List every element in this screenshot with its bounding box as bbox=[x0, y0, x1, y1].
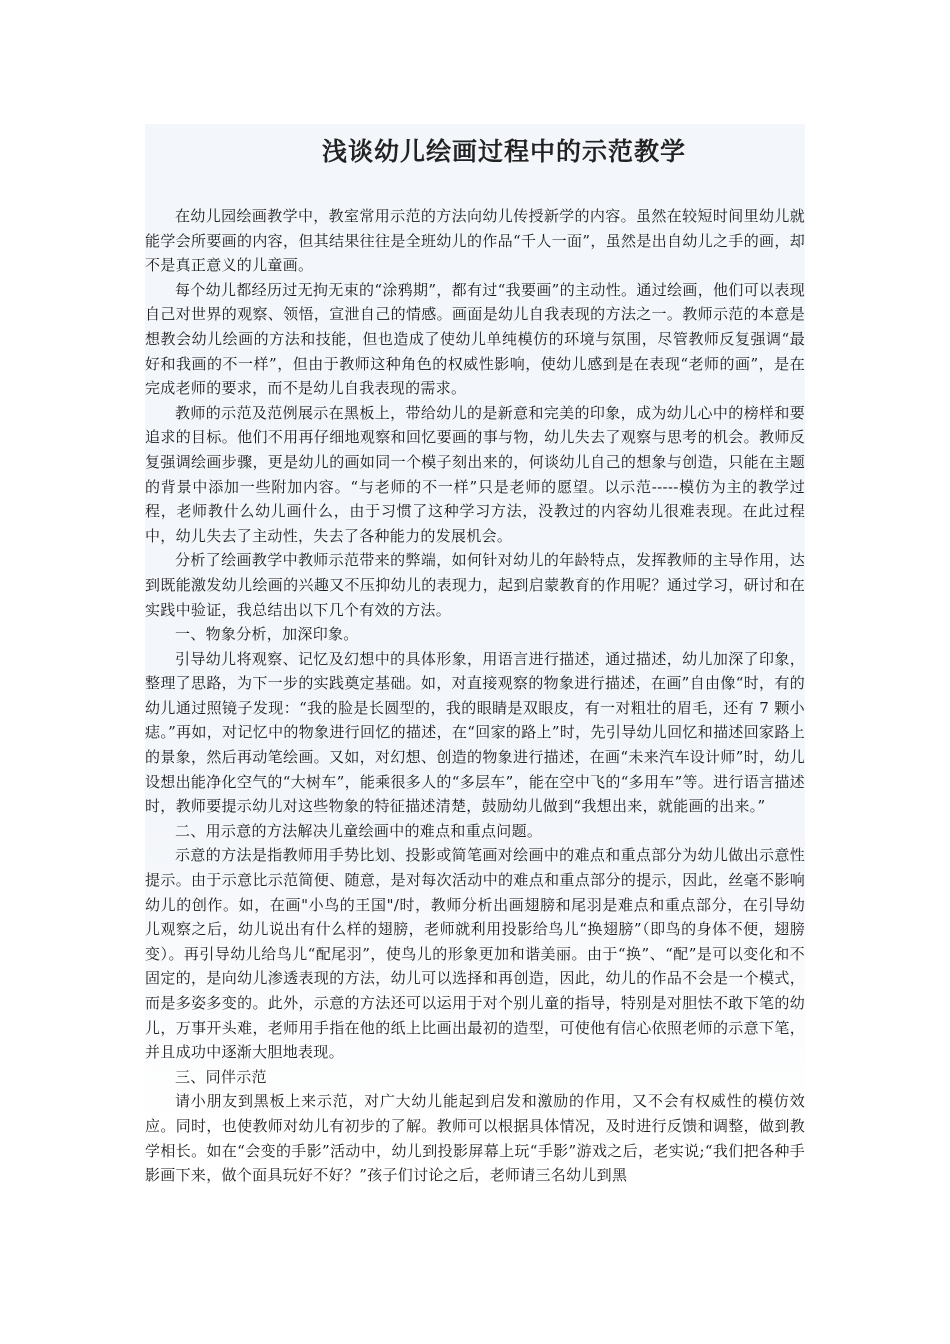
paragraph-7: 请小朋友到黑板上来示范，对广大幼儿能起到启发和激励的作用，又不会有权威性的模仿效应。同时，也使教师对幼儿有初步的了解。教师可以根据具体情况，及时进行反馈和调整，做到教学相长。如在“会变的手影”活动中，幼儿到投影屏幕上玩“手影”游戏之后，老实说;“我们把各种手影画下来，做个面具玩好不好？”孩子们讨论之后，老师请三名幼儿到黑 bbox=[145, 1092, 805, 1185]
document-body bbox=[145, 204, 805, 1188]
paragraph-5: 引导幼儿将观察、记忆及幻想中的具体形象，用语言进行描述，通过描述，幼儿加深了印象，整理了思路，为下一步的实践奠定基础。如，对直接观察的物象进行描述，在画”自由像“时，有的幼儿通过照镜子发现：“我的脸是长圆型的，我的眼睛是双眼皮，有一对粗壮的眉毛，还有 7 颗小痣。”再如，对记忆中的物象进行回忆的描述，在“回家的路上”时，先引导幼儿回忆和描述回家路上的景象，然后再动笔绘画。又如，对幻想、创造的物象进行描述，在画“未来汽车设计师”时，幼儿设想出能净化空气的“大树车”，能乘很多人的“多层车”，能在空中飞的“多用车”等。进行语言描述时，教师要提示幼儿对这些物象的特征描述清楚，鼓励幼儿做到“我想出来，就能画的出来。” bbox=[145, 649, 805, 816]
document-page bbox=[145, 124, 805, 1324]
paragraph-4: 分析了绘画教学中教师示范带来的弊端，如何针对幼儿的年龄特点，发挥教师的主导作用，达到既能激发幼儿绘画的兴趣又不压抑幼儿的表现力，起到启蒙教育的作用呢？通过学习，研讨和在实践中验证，我总结出以下几个有效的方法。 bbox=[145, 551, 805, 619]
paragraph-3: 教师的示范及范例展示在黑板上，带给幼儿的是新意和完美的印象，成为幼儿心中的榜样和要追求的目标。他们不用再仔细地观察和回忆要画的事与物，幼儿失去了观察与思考的机会。教师反复强调绘画步骤，更是幼儿的画如同一个模子刻出来的，何谈幼儿自己的想象与创造，只能在主题的背景中添加一些附加内容。“与老师的不一样”只是老师的愿望。以示范-----模仿为主的教学过程，老师教什么幼儿画什么，由于习惯了这种学习方法，没教过的内容幼儿很难表现。在此过程中，幼儿失去了主动性，失去了各种能力的发展机会。 bbox=[145, 403, 805, 545]
section-heading-3: 三、同伴示范 bbox=[175, 1067, 267, 1086]
section-heading-2: 二、用示意的方法解决儿童绘画中的难点和重点问题。 bbox=[175, 821, 543, 840]
document-title: 浅谈幼儿绘画过程中的示范教学 bbox=[321, 137, 686, 166]
section-heading-1: 一、物象分析，加深印象。 bbox=[175, 625, 359, 644]
paragraph-6: 示意的方法是指教师用手势比划、投影或简笔画对绘画中的难点和重点部分为幼儿做出示意性提示。由于示意比示范简便、随意，是对每次活动中的难点和重点部分的提示，因此，丝毫不影响幼儿的创作。如，在画"小鸟的王国"/时，教师分析出画翅膀和尾羽是难点和重点部分，在引导幼儿观察之后，幼儿说出有什么样的翅膀，老师就利用投影给鸟儿“换翅膀”（即鸟的身体不便，翅膀变）。再引导幼儿给鸟儿“配尾羽”，使鸟儿的形象更加和谐美丽。由于“换”、“配”是可以变化和不固定的，是向幼儿渗透表现的方法，幼儿可以选择和再创造，因此，幼儿的作品不会是一个模式，而是多姿多变的。此外，示意的方法还可以运用于对个别儿童的指导，特别是对胆怯不敢下笔的幼儿，万事开头难，老师用手指在他的纸上比画出最初的造型，可使他有信心依照老师的示意下笔，并且成功中逐渐大胆地表现。 bbox=[145, 846, 805, 1062]
paragraph-2: 每个幼儿都经历过无拘无束的“涂鸦期”，都有过“我要画”的主动性。通过绘画，他们可以表现自己对世界的观察、领悟，宣泄自己的情感。画面是幼儿自我表现的方法之一。教师示范的本意是想教会幼儿绘画的方法和技能，但也造成了使幼儿单纯模仿的环境与氛围，尽管教师反复强调“最好和我画的不一样”，但由于教师这种角色的权威性影响，使幼儿感到是在表现“老师的画”，是在完成老师的要求，而不是幼儿自我表现的需求。 bbox=[145, 280, 805, 398]
paragraph-1: 在幼儿园绘画教学中，教室常用示范的方法向幼儿传授新学的内容。虽然在较短时间里幼儿就能学会所要画的内容，但其结果往往是全班幼儿的作品“千人一面”，虽然是出自幼儿之手的画，却不是真正意义的儿童画。 bbox=[145, 207, 805, 275]
